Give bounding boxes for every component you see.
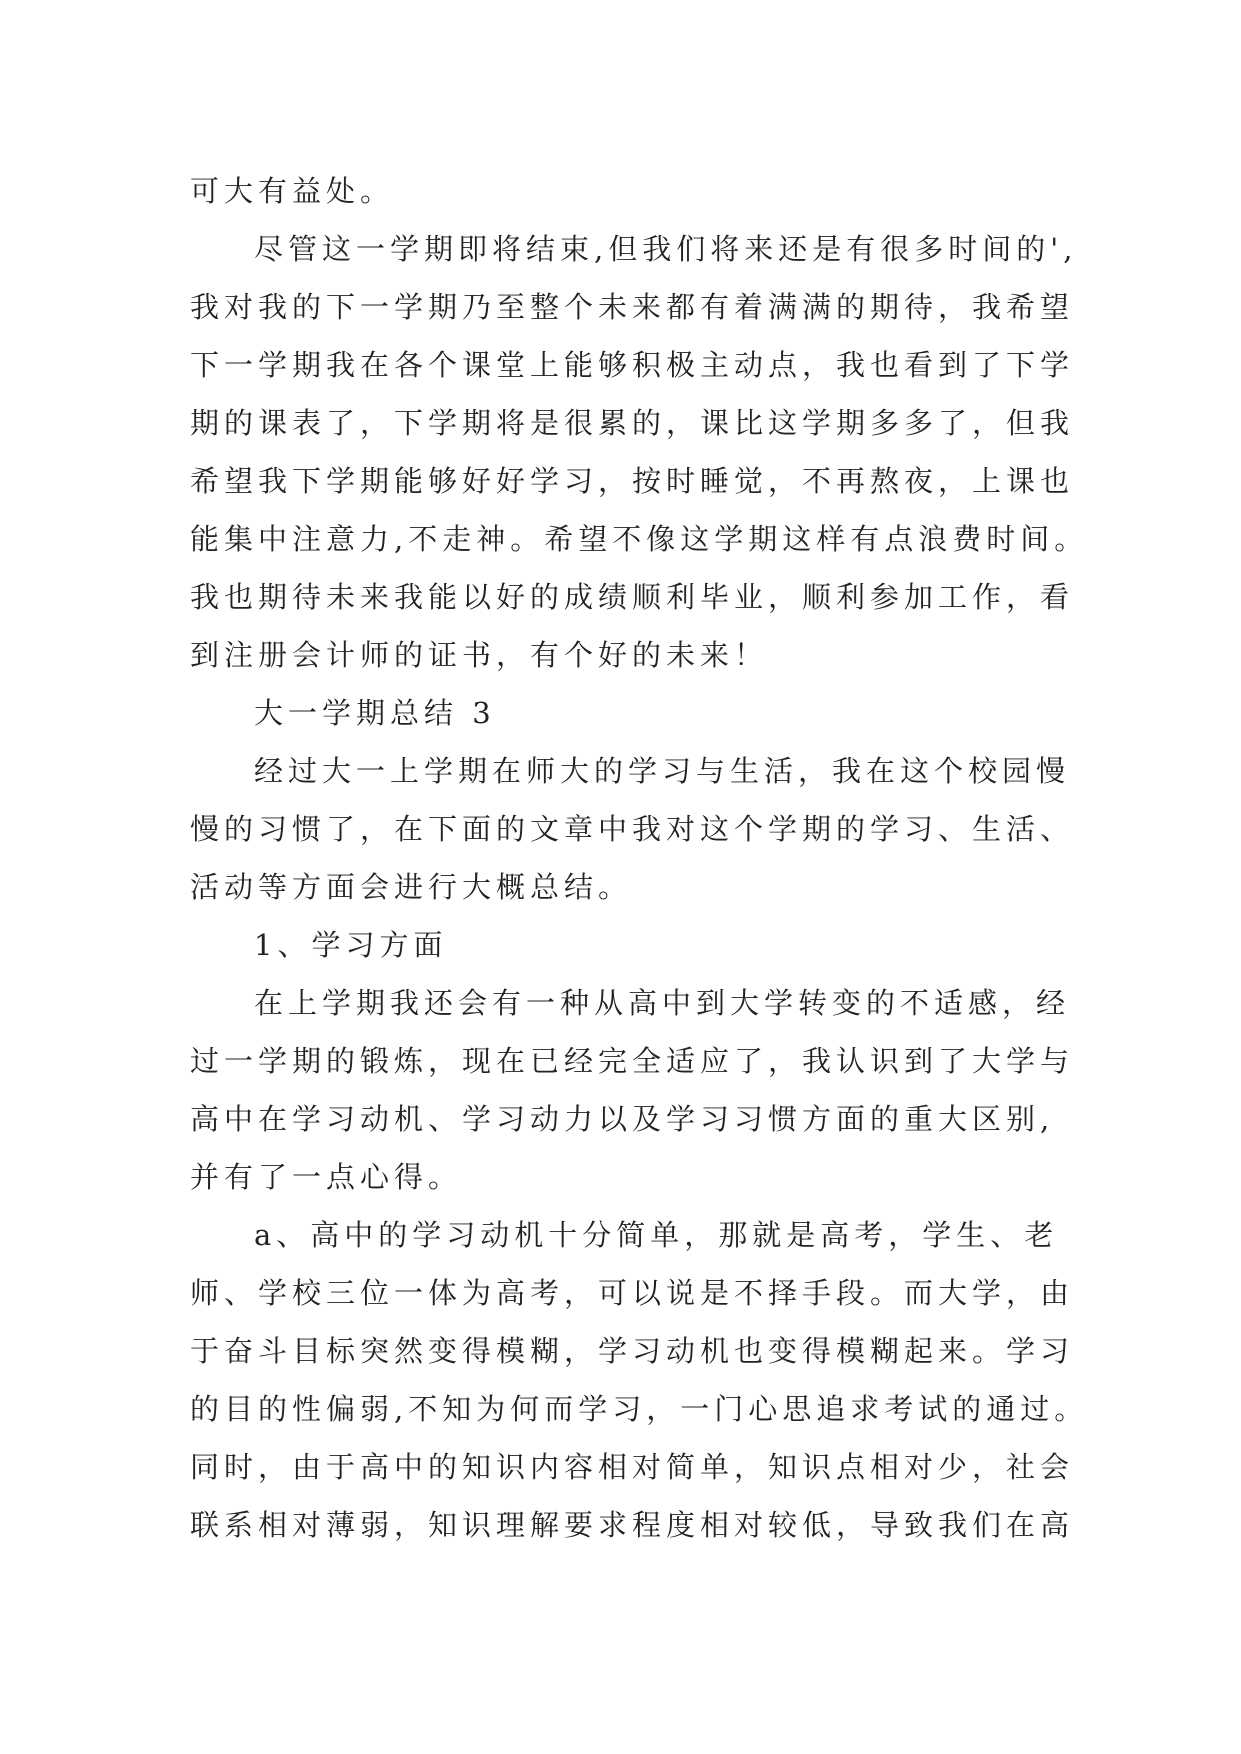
text-line: 活动等方面会进行大概总结。 xyxy=(190,870,633,904)
document-body xyxy=(190,162,1089,1554)
text-line: 的目的性偏弱,不知为何而学习，一门心思追求考试的通过。 xyxy=(190,1392,1089,1426)
text-line: 下一学期我在各个课堂上能够积极主动点，我也看到了下学 xyxy=(190,348,1075,382)
text-line: 可大有益处。 xyxy=(190,174,395,208)
text-line: 尽管这一学期即将结束,但我们将来还是有很多时间的', xyxy=(254,232,1078,266)
text-line: 慢的习惯了，在下面的文章中我对这个学期的学习、生活、 xyxy=(190,812,1075,846)
text-line: 到注册会计师的证书，有个好的未来！ xyxy=(190,638,769,672)
text-line: 希望我下学期能够好好学习，按时睡觉，不再熬夜，上课也 xyxy=(190,464,1075,498)
text-line: 过一学期的锻炼，现在已经完全适应了，我认识到了大学与 xyxy=(190,1044,1075,1078)
text-line: 在上学期我还会有一种从高中到大学转变的不适感，经 xyxy=(254,986,1071,1020)
text-line: 我也期待未来我能以好的成绩顺利毕业，顺利参加工作，看 xyxy=(190,580,1075,614)
text-line: 我对我的下一学期乃至整个未来都有着满满的期待，我希望 xyxy=(190,290,1075,324)
text-line: 高中在学习动机、学习动力以及学习习惯方面的重大区别, xyxy=(190,1102,1055,1136)
text-line: 经过大一上学期在师大的学习与生活，我在这个校园慢 xyxy=(254,754,1071,788)
text-line: 并有了一点心得。 xyxy=(190,1160,463,1194)
text-line: 师、学校三位一体为高考，可以说是不择手段。而大学，由 xyxy=(190,1276,1075,1310)
text-line: 能集中注意力,不走神。希望不像这学期这样有点浪费时间。 xyxy=(190,522,1089,556)
text-line: 同时，由于高中的知识内容相对简单，知识点相对少，社会 xyxy=(190,1450,1075,1484)
text-line: 于奋斗目标突然变得模糊，学习动机也变得模糊起来。学习 xyxy=(190,1334,1075,1368)
text-line: 联系相对薄弱，知识理解要求程度相对较低，导致我们在高 xyxy=(190,1508,1075,1542)
text-line: 期的课表了，下学期将是很累的，课比这学期多多了，但我 xyxy=(190,406,1075,440)
section-heading: 大一学期总结 3 xyxy=(254,696,496,730)
subsection-heading: 1、学习方面 xyxy=(254,928,448,962)
text-line: a、高中的学习动机十分简单，那就是高考，学生、老 xyxy=(254,1218,1059,1252)
